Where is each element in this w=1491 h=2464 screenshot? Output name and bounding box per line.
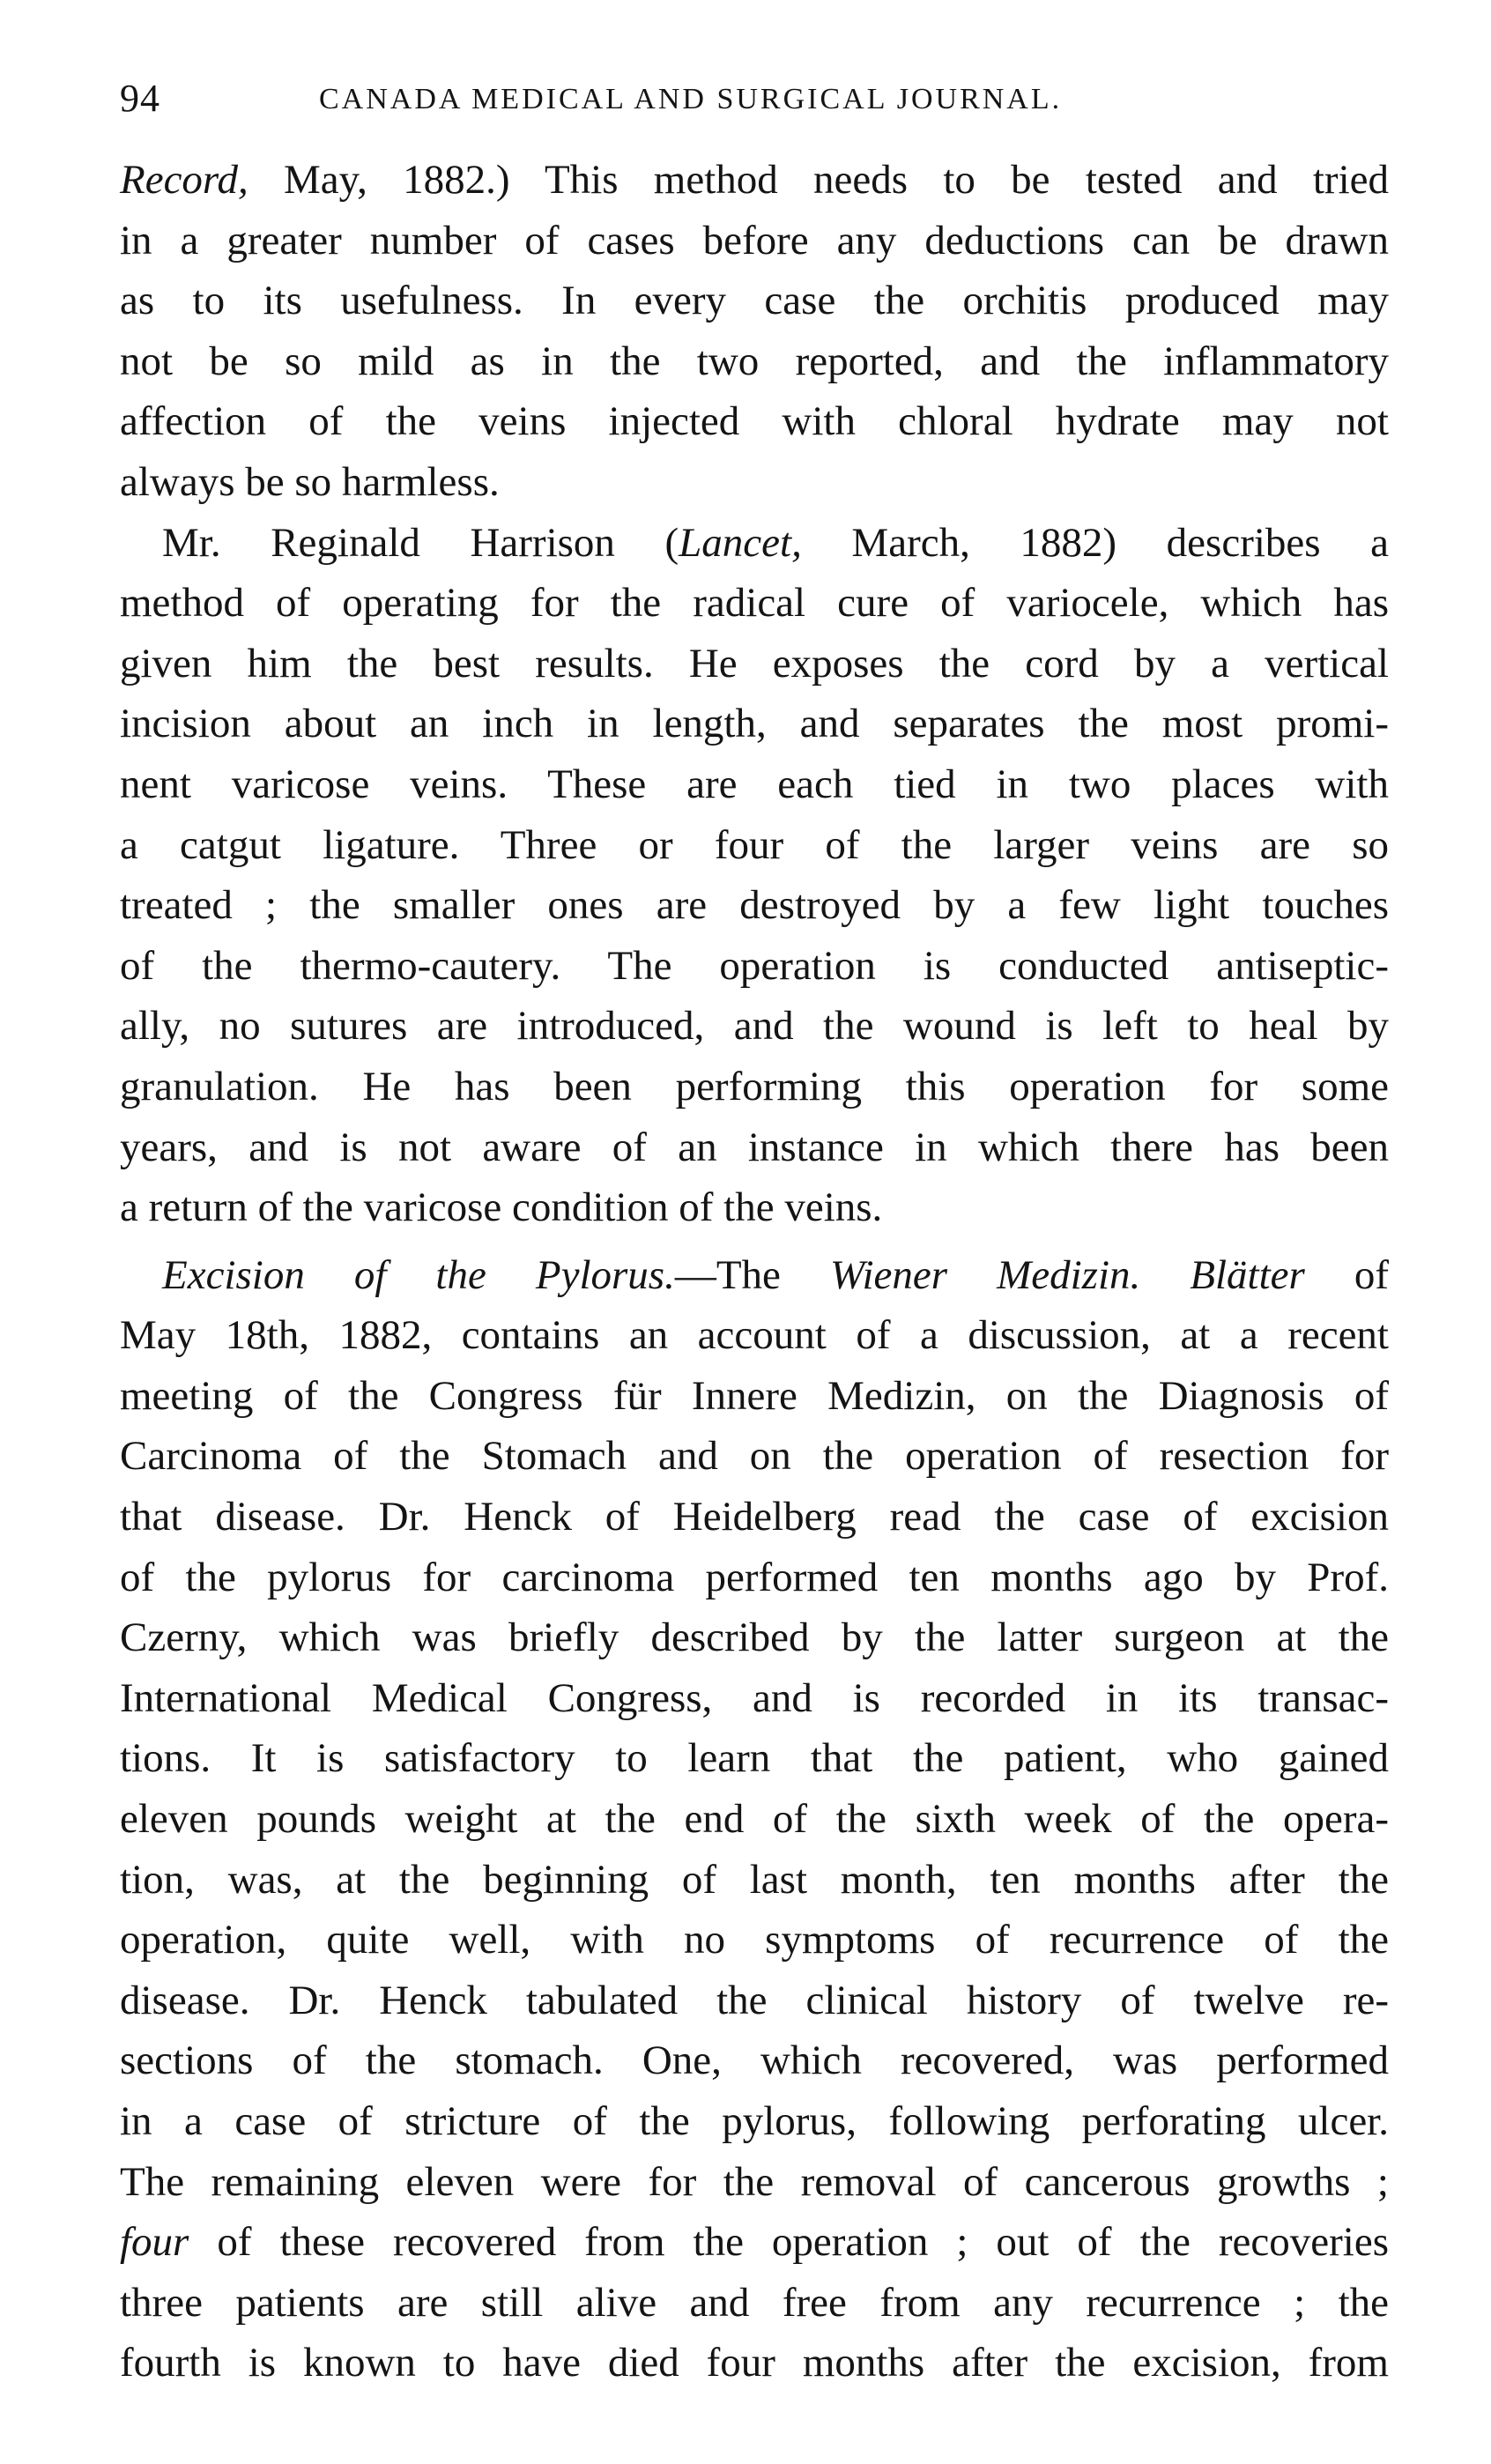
- text-segment: of the pylorus for carcinoma performed ten months ago by Prof.: [120, 1554, 1389, 1600]
- text-segment: operation, quite well, with no symptoms of recurrence of the: [120, 1917, 1389, 1963]
- text-line: [120, 452, 1389, 513]
- text-line: [120, 2152, 1389, 2213]
- text-line: [120, 634, 1389, 694]
- text-segment: as to its usefulness. In every case the orchitis produced may: [120, 278, 1389, 324]
- text-line: [120, 1426, 1389, 1487]
- text-line: [120, 1117, 1389, 1178]
- text-segment: a catgut ligature. Three or four of the larger veins are so: [120, 821, 1389, 868]
- text-segment: tions. It is satisfactory to learn that the patient, who gained: [120, 1735, 1389, 1782]
- text-line: [120, 2273, 1389, 2334]
- text-segment: disease. Dr. Henck tabulated the clinical history of twelve re-: [120, 1977, 1389, 2023]
- italic-text: Record,: [120, 157, 248, 203]
- text-line: [120, 1970, 1389, 2031]
- text-segment: incision about an inch in length, and separates the most promi-: [120, 701, 1389, 747]
- text-segment: nent varicose veins. These are each tied in two places with: [120, 761, 1389, 807]
- text-line: [120, 1728, 1389, 1789]
- text-line: [120, 2333, 1389, 2393]
- text-line: [120, 936, 1389, 997]
- text-segment: sections of the stomach. One, which recovered, was performed: [120, 2037, 1389, 2084]
- text-line: [120, 1245, 1389, 1306]
- text-line: [120, 1607, 1389, 1668]
- italic-text: four: [120, 2219, 189, 2266]
- text-line: [120, 1668, 1389, 1729]
- text-line: [120, 1789, 1389, 1850]
- text-segment: International Medical Congress, and is recorded in its transac-: [120, 1674, 1389, 1721]
- text-segment: not be so mild as in the two reported, and the inflammatory: [120, 338, 1389, 384]
- text-segment: tion, was, at the beginning of last month, ten months after the: [120, 1856, 1389, 1903]
- text-segment: a return of the varicose condition of the veins.: [120, 1184, 883, 1231]
- running-head: CANADA MEDICAL AND SURGICAL JOURNAL.: [319, 83, 1063, 115]
- text-line: [120, 2091, 1389, 2152]
- text-segment: fourth is known to have died four months after the excision, from: [120, 2340, 1389, 2386]
- text-line: [120, 211, 1389, 271]
- text-line: [120, 1305, 1389, 1366]
- text-segment: of the thermo-cautery. The operation is conducted antiseptic-: [120, 942, 1389, 989]
- text-line: [120, 815, 1389, 876]
- text-line: [120, 875, 1389, 936]
- text-line: [120, 1057, 1389, 1117]
- text-segment: The remaining eleven were for the removal of cancerous growths ;: [120, 2158, 1389, 2205]
- article-body: [120, 150, 1389, 2393]
- text-segment: March, 1882) describes a: [801, 519, 1389, 566]
- text-line: [120, 1910, 1389, 1970]
- italic-text: Excision of the Pylorus.: [162, 1251, 675, 1298]
- text-segment: May, 1882.) This method needs to be tested and tried: [248, 157, 1389, 203]
- text-segment: of these recovered from the operation ; out of the recoveries: [189, 2219, 1389, 2266]
- text-segment: granulation. He has been performing this operation for some: [120, 1063, 1389, 1110]
- page-number: 94: [120, 77, 160, 120]
- text-segment: ally, no sutures are introduced, and the wound is left to heal by: [120, 1003, 1389, 1050]
- text-segment: that disease. Dr. Henck of Heidelberg read the case of excision: [120, 1494, 1389, 1540]
- text-segment: always be so harmless.: [120, 458, 500, 505]
- page-header: [120, 72, 1389, 125]
- text-line: [120, 1487, 1389, 1547]
- text-segment: in a case of stricture of the pylorus, following perforating ulcer.: [120, 2098, 1389, 2144]
- text-line: [120, 754, 1389, 815]
- text-segment: meeting of the Congress für Innere Medizin, on the Diagnosis of: [120, 1372, 1389, 1419]
- text-line: [120, 1177, 1389, 1238]
- text-line: [120, 2212, 1389, 2273]
- text-line: [120, 391, 1389, 452]
- text-segment: method of operating for the radical cure of variocele, which has: [120, 580, 1389, 627]
- text-segment: years, and is not aware of an instance in which there has been: [120, 1124, 1389, 1170]
- text-segment: Czerny, which was briefly described by the latter surgeon at the: [120, 1614, 1389, 1661]
- text-line: [120, 694, 1389, 754]
- text-segment: three patients are still alive and free from any recurrence ; the: [120, 2279, 1389, 2326]
- text-segment: Mr. Reginald Harrison (: [162, 519, 679, 566]
- text-line: [120, 2030, 1389, 2091]
- italic-text: Wiener Medizin. Blätter: [829, 1251, 1305, 1298]
- text-segment: —The: [674, 1251, 830, 1298]
- text-line: [120, 331, 1389, 392]
- text-line: [120, 996, 1389, 1057]
- text-line: [120, 1366, 1389, 1427]
- text-segment: treated ; the smaller ones are destroyed by a few light touches: [120, 882, 1389, 929]
- text-segment: of: [1304, 1251, 1389, 1298]
- text-segment: Carcinoma of the Stomach and on the operation of resection for: [120, 1433, 1389, 1480]
- text-segment: eleven pounds weight at the end of the sixth week of the opera-: [120, 1796, 1389, 1843]
- text-line: [120, 1547, 1389, 1608]
- text-line: [120, 150, 1389, 211]
- text-segment: affection of the veins injected with chloral hydrate may not: [120, 398, 1389, 445]
- text-segment: given him the best results. He exposes the cord by a vertical: [120, 640, 1389, 687]
- text-line: [120, 271, 1389, 331]
- text-line: [120, 573, 1389, 634]
- italic-text: Lancet,: [679, 519, 802, 566]
- text-segment: May 18th, 1882, contains an account of a discussion, at a recent: [120, 1312, 1389, 1359]
- text-segment: in a greater number of cases before any deductions can be drawn: [120, 217, 1389, 263]
- text-line: [120, 513, 1389, 574]
- text-line: [120, 1850, 1389, 1911]
